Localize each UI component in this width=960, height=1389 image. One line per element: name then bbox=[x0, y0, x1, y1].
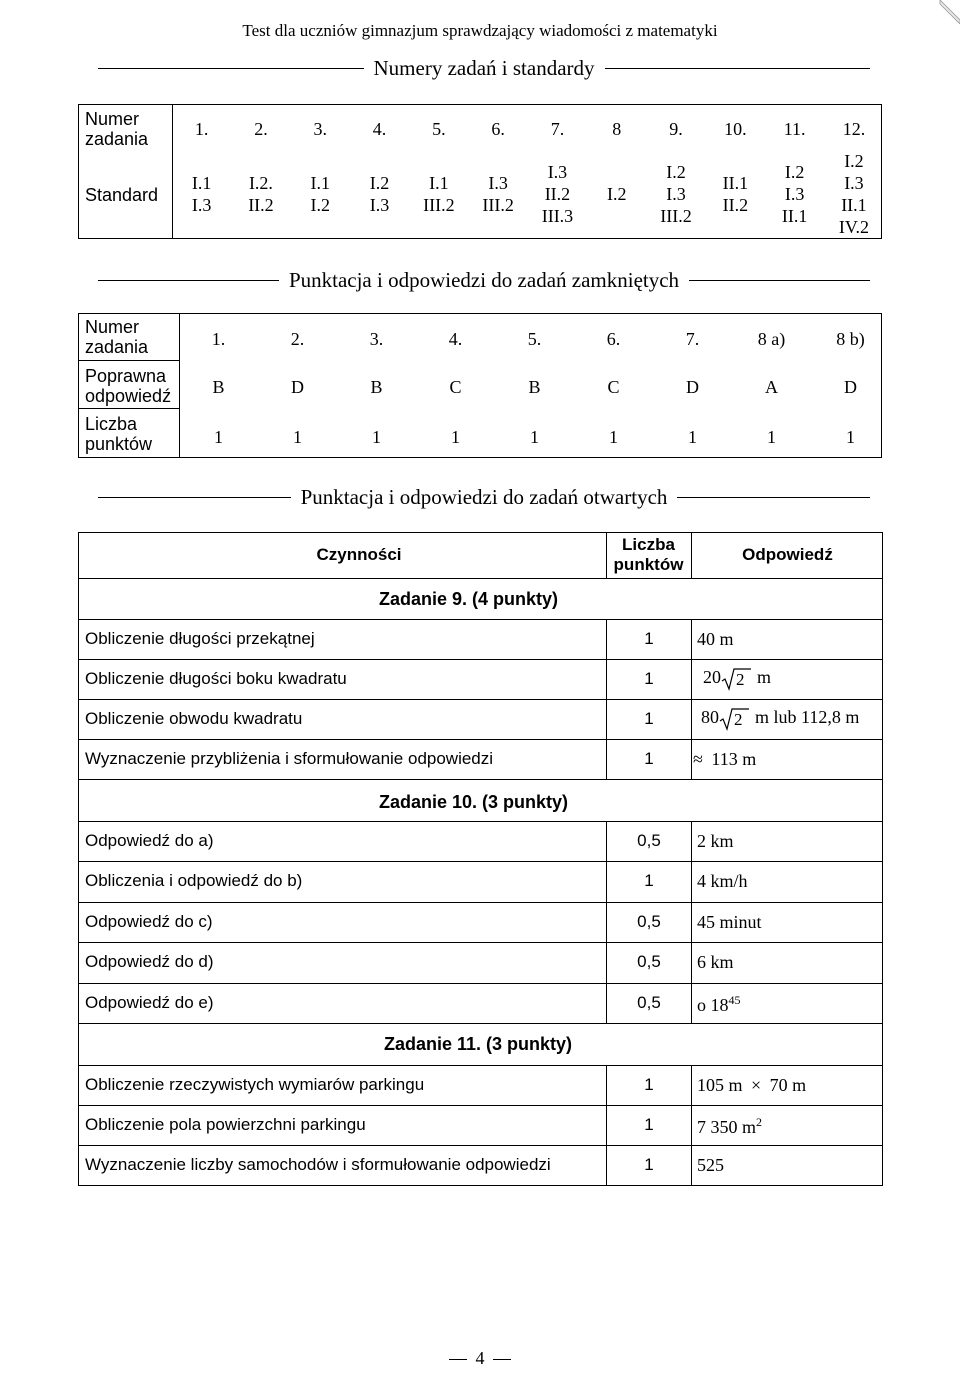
task10-row-5: Odpowiedź do e) 0,5 o $18^{45}$ bbox=[85, 992, 741, 1015]
times-icon: × bbox=[751, 1075, 762, 1095]
standards-code: II.1 bbox=[781, 206, 808, 226]
sqrt-icon bbox=[719, 707, 749, 731]
standards-code: II.1 bbox=[722, 173, 749, 193]
closed-number-label: Numer zadania bbox=[85, 317, 149, 357]
closed-answer: B bbox=[528, 377, 541, 397]
standards-code: I.2. bbox=[248, 173, 273, 193]
task10-row-3: Odpowiedź do c) 0,5 45 minut bbox=[85, 911, 762, 932]
standards-code: I.1 bbox=[310, 173, 330, 193]
closed-task-number: 2. bbox=[290, 329, 305, 349]
standards-table bbox=[78, 104, 882, 239]
standards-code: I.2 bbox=[606, 184, 627, 204]
task11-row-1: Obliczenie rzeczywistych wymiarów parkingu 1 105 m × 70 m bbox=[85, 1075, 807, 1095]
task11-row-2: Obliczenie pola powierzchni parkingu 1 7 350 $m^2$ bbox=[85, 1115, 763, 1137]
standards-code: I.3 bbox=[191, 195, 212, 215]
closed-task-number: 1. bbox=[211, 329, 226, 349]
standards-code: I.2 bbox=[310, 195, 330, 215]
standards-code: I.3 bbox=[488, 173, 508, 193]
standards-code: I.2 bbox=[666, 162, 686, 182]
closed-task-number: 5. bbox=[527, 329, 542, 349]
standards-code: II.2 bbox=[722, 195, 749, 215]
task10-title: Zadanie 10. (3 punkty) bbox=[379, 792, 569, 812]
closed-points: 1 bbox=[688, 427, 697, 447]
standards-code: I.1 bbox=[429, 173, 449, 193]
closed-answers-table bbox=[78, 313, 882, 458]
standards-task-number: 8 bbox=[612, 119, 622, 139]
standards-code: I.3 bbox=[784, 184, 805, 204]
closed-answer-label: Poprawna odpowiedź bbox=[85, 366, 172, 406]
standards-section-title: Numery zadań i standardy bbox=[98, 56, 870, 81]
closed-task-number: 8 a) bbox=[757, 329, 786, 349]
standards-task-number: 5. bbox=[432, 119, 446, 139]
closed-points: 1 bbox=[372, 427, 381, 447]
closed-answer: A bbox=[765, 377, 778, 397]
standards-task-number: 1. bbox=[194, 119, 209, 139]
closed-points: 1 bbox=[530, 427, 539, 447]
svg-text:2: 2 bbox=[734, 710, 743, 729]
standards-code: I.3 bbox=[547, 162, 568, 182]
task11-title: Zadanie 11. (3 punkty) bbox=[384, 1034, 573, 1054]
standards-standard-label: Standard bbox=[85, 185, 159, 205]
standards-code: I.3 bbox=[666, 184, 686, 204]
standards-task-number: 10. bbox=[724, 119, 747, 139]
standards-task-number: 9. bbox=[669, 119, 683, 139]
task9-title: Zadanie 9. (4 punkty) bbox=[379, 589, 559, 609]
standards-code: III.2 bbox=[482, 195, 514, 215]
task9-row-3: Obliczenie obwodu kwadratu 1 80 2 m lub 112,8 m bbox=[85, 707, 860, 729]
standards-task-number: 11. bbox=[783, 119, 806, 139]
closed-section-title: Punktacja i odpowiedzi do zadań zamkniętych bbox=[98, 268, 870, 293]
standards-code: II.1 bbox=[841, 195, 867, 215]
closed-answer: D bbox=[291, 377, 304, 397]
standards-task-number: 4. bbox=[372, 119, 387, 139]
page-header: Test dla uczniów gimnazjum sprawdzający wiadomości z matematyki bbox=[242, 21, 718, 40]
task9-row-4: Wyznaczenie przybliżenia i sformułowanie odpowiedzi 1 ≈ 113 m bbox=[85, 749, 757, 769]
standards-code: II.2 bbox=[248, 195, 274, 215]
svg-text:2: 2 bbox=[736, 670, 745, 689]
closed-answer: B bbox=[370, 377, 383, 397]
standards-task-number: 6. bbox=[491, 119, 505, 139]
closed-points-label: Liczba punktów bbox=[85, 414, 153, 454]
closed-answer: C bbox=[449, 377, 462, 397]
task10-row-4: Odpowiedź do d) 0,5 6 km bbox=[85, 952, 734, 973]
standards-code: I.2 bbox=[844, 151, 864, 171]
standards-task-number: 3. bbox=[313, 119, 327, 139]
closed-points: 1 bbox=[767, 427, 776, 447]
closed-answer: B bbox=[212, 377, 225, 397]
standards-task-number: 7. bbox=[550, 119, 565, 139]
standards-task-number: 2. bbox=[254, 119, 268, 139]
closed-points: 1 bbox=[846, 427, 855, 447]
closed-answer: D bbox=[686, 377, 699, 397]
open-answers-table bbox=[78, 532, 883, 1186]
standards-code: I.1 bbox=[191, 173, 212, 193]
page-corner-fold-icon bbox=[936, 0, 960, 24]
closed-task-number: 6. bbox=[606, 329, 621, 349]
closed-task-number: 8 b) bbox=[836, 329, 865, 349]
standards-code: I.2 bbox=[784, 162, 805, 182]
header-answer: Odpowiedź bbox=[742, 545, 833, 564]
task10-row-2: Obliczenia i odpowiedź do b) 1 4 km/h bbox=[85, 871, 748, 892]
standards-code: I.3 bbox=[369, 195, 390, 215]
standards-code: III.2 bbox=[660, 206, 692, 226]
closed-task-number: 4. bbox=[448, 329, 463, 349]
closed-points: 1 bbox=[609, 427, 618, 447]
standards-code: III.3 bbox=[541, 206, 574, 226]
standards-number-label: Numer zadania bbox=[85, 109, 149, 149]
standards-code: I.3 bbox=[844, 173, 864, 193]
page-number: 4 bbox=[0, 1348, 960, 1369]
standards-code: III.2 bbox=[423, 195, 455, 215]
closed-task-number: 3. bbox=[369, 329, 384, 349]
standards-task-number: 12. bbox=[842, 119, 866, 139]
closed-points: 1 bbox=[214, 427, 223, 447]
closed-answer: D bbox=[844, 377, 857, 397]
closed-answer: C bbox=[607, 377, 620, 397]
closed-task-number: 7. bbox=[685, 329, 700, 349]
header-activities: Czynności bbox=[316, 545, 402, 564]
standards-code: I.2 bbox=[369, 173, 390, 193]
standards-code: IV.2 bbox=[838, 217, 870, 237]
task9-row-2: Obliczenie długości boku kwadratu 1 20 2 m bbox=[85, 667, 772, 689]
standards-code: II.2 bbox=[544, 184, 571, 204]
open-section-title: Punktacja i odpowiedzi do zadań otwartych bbox=[98, 485, 870, 510]
header-points: Liczba punktów bbox=[613, 535, 684, 574]
task9-row-1: Obliczenie długości przekątnej 1 40 m bbox=[85, 629, 734, 649]
task11-row-3: Wyznaczenie liczby samochodów i sformułowanie odpowiedzi 1 525 bbox=[85, 1155, 724, 1175]
approx-icon: ≈ bbox=[693, 749, 703, 769]
closed-points: 1 bbox=[293, 427, 302, 447]
task10-row-1: Odpowiedź do a) 0,5 2 km bbox=[85, 831, 734, 851]
closed-points: 1 bbox=[451, 427, 460, 447]
sqrt-icon bbox=[721, 667, 751, 691]
